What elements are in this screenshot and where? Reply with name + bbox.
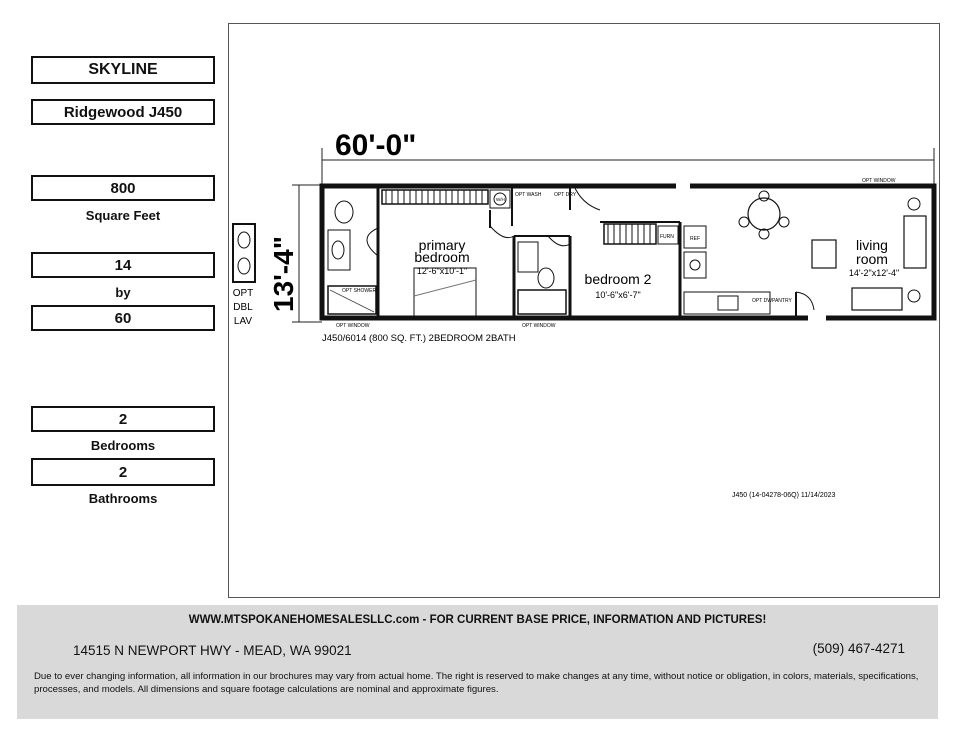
primary-bedroom-line2: bedroom [414, 249, 470, 265]
plan-caption: J450/6014 (800 SQ. FT.) 2BEDROOM 2BATH [322, 333, 516, 344]
by-label: by [115, 285, 131, 300]
dining-chair-4-icon [759, 191, 769, 201]
primary-bedroom-size: 12'-6"x10'-1" [416, 266, 468, 276]
burner-icon [690, 260, 700, 270]
width-value: 14 [114, 256, 132, 274]
opt-dbl-lav-line1: OPT [232, 288, 254, 299]
bath2-tub-icon [518, 290, 566, 314]
lamp-table-top-icon [908, 198, 920, 210]
sofa-icon [852, 288, 902, 310]
bedroom2-size: 10'-6"x6'-7" [595, 290, 641, 300]
opt-dbl-lav-icon [233, 224, 255, 282]
kitchen-sink-icon [718, 296, 738, 310]
furn-label: FURN [660, 234, 674, 240]
footer-banner [17, 605, 938, 719]
sink-icon [332, 241, 344, 259]
disclaimer: Due to ever changing information, all information in our brochures may vary from actual home. The right is reserved to make changes at any time, without notice or obligation, in colors, materials, specifications, processes, and models. All dimensions and square footage calculations are nominal and approximate figures. [34, 671, 919, 695]
width-dimension: 13'-4" [268, 236, 299, 312]
primary-bedroom-line1: primary [418, 237, 466, 253]
opt-window-bottom-label: OPT WINDOW [336, 323, 370, 329]
ref-label: REF [690, 236, 700, 242]
bathrooms-label: Bathrooms [88, 491, 158, 506]
lamp-table-bottom-icon [908, 290, 920, 302]
length-value: 60 [114, 309, 132, 327]
bedrooms-label: Bedrooms [90, 438, 156, 453]
address: 14515 N NEWPORT HWY - MEAD, WA 99021 [73, 643, 352, 658]
pantry-door-icon [796, 292, 814, 310]
bedroom2-closet-hatch-icon [608, 224, 650, 244]
wh-label: W/H [496, 197, 505, 202]
vanity-icon [328, 230, 350, 270]
living-room-size: 14'-2"x12'-4" [848, 268, 900, 278]
plan-ref-code: J450 (14-04278-06Q) 11/14/2023 [732, 492, 836, 499]
bedroom2-door-icon [574, 186, 600, 210]
bedrooms-value: 2 [118, 410, 128, 428]
opt-shower-label: OPT SHOWER [342, 288, 377, 294]
living-room-line2: room [856, 251, 888, 267]
sqft-label: Square Feet [85, 208, 161, 223]
opt-dbl-lav-line3: LAV [233, 316, 253, 327]
model-label: Ridgewood J450 [63, 103, 183, 121]
phone-number: (509) 467-4271 [812, 641, 905, 656]
dining-table-icon [748, 198, 780, 230]
pantry-label: PANTRY [772, 298, 792, 304]
bath2-toilet-icon [538, 268, 554, 288]
opt-dbl-lav-line2: DBL [233, 302, 253, 313]
dining-chair-2-icon [779, 217, 789, 227]
range-icon [684, 252, 706, 278]
opt-dry-label: OPT DRY [554, 192, 577, 198]
length-dimension: 60'-0" [335, 129, 417, 162]
opt-dw-label: OPT DW [752, 298, 772, 304]
loveseat-icon [904, 216, 926, 268]
website-line: WWW.MTSPOKANEHOMESALESLLC.com - FOR CURRENT BASE PRICE, INFORMATION AND PICTURES! [188, 614, 767, 626]
bathrooms-value: 2 [118, 463, 128, 481]
opt-window-mid-label: OPT WINDOW [522, 323, 556, 329]
living-room-line1: living [856, 237, 888, 253]
opt-wash-label: OPT WASH [515, 192, 542, 198]
hall-door-icon [490, 226, 514, 238]
brand-label: SKYLINE [88, 61, 158, 78]
opt-window-top-label: OPT WINDOW [862, 178, 896, 184]
primary-closet-hatch-icon [386, 190, 482, 204]
primary-door-icon [367, 228, 378, 256]
dining-chair-1-icon [739, 217, 749, 227]
primary-bed-diag-icon [414, 280, 476, 296]
bedroom2-label: bedroom 2 [584, 271, 652, 287]
sqft-value: 800 [110, 179, 136, 197]
toilet-icon [335, 201, 353, 223]
bath2-door-icon [548, 236, 570, 246]
bath2-vanity-icon [518, 242, 538, 272]
armchair-icon [812, 240, 836, 268]
bedroom2-closet-icon [604, 224, 656, 244]
